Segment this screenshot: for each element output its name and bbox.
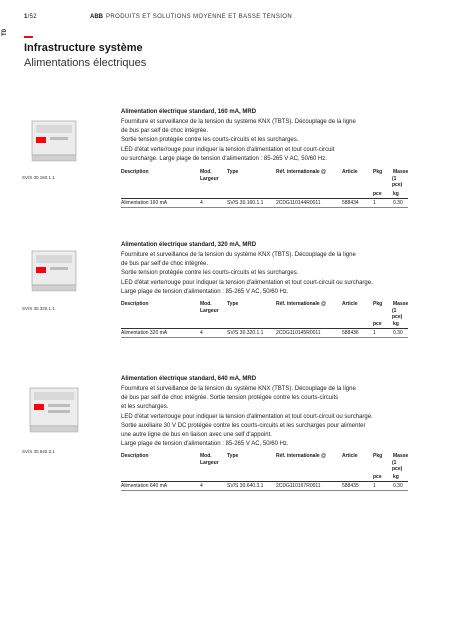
col-header-ref: Réf. internationale @ xyxy=(276,453,326,459)
col-header-masse-unit: (1 pce) xyxy=(392,176,403,188)
col-header-description: Description xyxy=(121,301,149,307)
page-number-current: 1 xyxy=(24,14,28,20)
col-header-largeur: Largeur xyxy=(200,308,219,314)
col-header-largeur: Largeur xyxy=(200,460,219,466)
cell-masse: 0.30 xyxy=(393,483,403,489)
description-line: et les surcharges. xyxy=(121,404,169,411)
product-description xyxy=(121,385,421,449)
description-line: Fourniture et surveillance de la tension du système KNX (TBTS). Découplage de la ligne xyxy=(121,386,356,392)
cell-article: 588435 xyxy=(342,483,359,489)
product-code: SV/S 30.320.1.1 xyxy=(22,306,55,311)
cell-mod: 4 xyxy=(200,330,203,336)
cell-masse: 0.30 xyxy=(393,200,403,206)
col-header-pkg: Pkg xyxy=(373,301,383,307)
product-code: SV/S 30.160.1.1 xyxy=(22,175,55,180)
unit-kg: kg xyxy=(393,321,399,327)
col-header-masse: Masse xyxy=(393,169,409,175)
description-line: Sortie tension protégée contre les courts-circuits et les surcharges. xyxy=(121,270,299,277)
col-header-pkg: Pkg xyxy=(373,169,383,175)
product-code: SV/S 30.640.3.1 xyxy=(22,449,55,454)
description-line: Large plage de tension d'alimentation : 85-265 V AC, 50/60 Hz. xyxy=(121,288,289,295)
cell-masse: 0.30 xyxy=(393,330,403,336)
brand-name: ABB xyxy=(90,14,103,20)
unit-kg: kg xyxy=(393,474,399,480)
cell-pkg: 1 xyxy=(373,200,376,206)
col-header-mod: Mod. xyxy=(200,453,212,459)
table-bottom-line xyxy=(121,490,408,491)
table-divider xyxy=(121,198,408,199)
col-header-article: Article xyxy=(342,169,358,175)
page-title: Infrastructure système xyxy=(24,42,143,54)
cell-description: Alimentation 640 mA xyxy=(121,483,168,489)
description-line: LED d'état verte/rouge pour indiquer la tension d'alimentation et tout court-circuit xyxy=(121,146,335,153)
cell-mod: 4 xyxy=(200,483,203,489)
col-header-masse: Masse xyxy=(393,301,409,307)
col-header-type: Type xyxy=(227,301,239,307)
col-header-pkg: Pkg xyxy=(373,453,383,459)
product-image xyxy=(22,243,84,301)
table-bottom-line xyxy=(121,337,408,338)
description-line: ou surcharge. Large plage de tension d'alimentation : 85-265 V AC, 50/60 Hz. xyxy=(121,155,327,162)
cell-ref: 2CDG110167R0011 xyxy=(276,483,321,489)
cell-type: SV/S 30.640.3.1 xyxy=(227,483,264,489)
unit-pce: pce xyxy=(373,474,382,480)
section-title: PRODUITS ET SOLUTIONS MOYENNE ET BASSE TENSION xyxy=(106,14,293,20)
col-header-type: Type xyxy=(227,453,239,459)
col-header-mod: Mod. xyxy=(200,301,212,307)
cell-type: SV/S 30.160.1.1 xyxy=(227,200,264,206)
description-line: LED d'état verte/rouge pour indiquer la tension d'alimentation et tout court-circuit ou surcharge. xyxy=(121,279,373,286)
description-line: LED d'état verte/rouge pour indiquer la tension d'alimentation et tout court-circuit ou surcharge. xyxy=(121,413,373,420)
product-description xyxy=(121,251,421,297)
description-line: une autre ligne de bus en liaison avec une self d'appoint. xyxy=(121,432,272,439)
col-header-largeur: Largeur xyxy=(200,176,219,182)
table-bottom-line xyxy=(121,207,408,208)
description-line: Fourniture et surveillance de la tension du système KNX (TBTS). Découplage de la ligne xyxy=(121,252,356,258)
cell-ref: 2CDG110144R0011 xyxy=(276,200,321,206)
page-subtitle: Alimentations électriques xyxy=(24,57,147,69)
description-line: Sortie tension protégée contre les courts-circuits et les surcharges. xyxy=(121,137,299,144)
cell-type: SV/S 30.320.1.1 xyxy=(227,330,264,336)
description-line: Sortie auxiliaire 30 V DC protégée contre les courts-circuits et les surcharges pour alimenter xyxy=(121,422,366,429)
page-number-total: /52 xyxy=(27,14,37,20)
col-header-article: Article xyxy=(342,301,358,307)
product-image xyxy=(22,113,84,171)
col-header-masse: Masse xyxy=(393,453,409,459)
product-image xyxy=(22,382,84,440)
cell-pkg: 1 xyxy=(373,330,376,336)
cell-article: 588434 xyxy=(342,200,359,206)
unit-kg: kg xyxy=(393,191,399,197)
red-accent-bar xyxy=(24,36,33,38)
col-header-ref: Réf. internationale @ xyxy=(276,169,326,175)
description-line: de bus par self de choc intégrée. Sortie tension protégée contre les courts-circuits xyxy=(121,395,339,402)
product-title: Alimentation électrique standard, 640 mA, MRD xyxy=(121,376,257,382)
unit-pce: pce xyxy=(373,191,382,197)
col-header-type: Type xyxy=(227,169,239,175)
description-line: Fourniture et surveillance de la tension du système KNX (TBTS). Découplage de la ligne xyxy=(121,119,356,125)
cell-article: 588436 xyxy=(342,330,359,336)
cell-mod: 4 xyxy=(200,200,203,206)
cell-description: Alimentation 320 mA xyxy=(121,330,168,336)
col-header-description: Description xyxy=(121,169,149,175)
unit-pce: pce xyxy=(373,321,382,327)
description-line: de bus par self de choc intégrée. xyxy=(121,261,209,268)
cell-description: Alimentation 160 mA xyxy=(121,200,168,206)
col-header-masse-unit: (1 pce) xyxy=(392,460,403,472)
cell-pkg: 1 xyxy=(373,483,376,489)
product-description xyxy=(121,118,421,164)
col-header-article: Article xyxy=(342,453,358,459)
col-header-ref: Réf. internationale @ xyxy=(276,301,326,307)
product-title: Alimentation électrique standard, 160 mA, MRD xyxy=(121,109,257,115)
description-line: Large plage de tension d'alimentation : 85-265 V AC, 50/60 Hz. xyxy=(121,441,289,448)
product-title: Alimentation électrique standard, 320 mA, MRD xyxy=(121,242,257,248)
col-header-mod: Mod. xyxy=(200,169,212,175)
description-line: de bus par self de choc intégrée. xyxy=(121,128,209,135)
page-number xyxy=(24,14,37,20)
col-header-description: Description xyxy=(121,453,149,459)
col-header-masse-unit: (1 pce) xyxy=(392,308,403,320)
table-divider xyxy=(121,328,408,329)
cell-ref: 2CDG110145R0011 xyxy=(276,330,321,336)
table-divider xyxy=(121,481,408,482)
side-tab: T0 xyxy=(2,28,8,36)
